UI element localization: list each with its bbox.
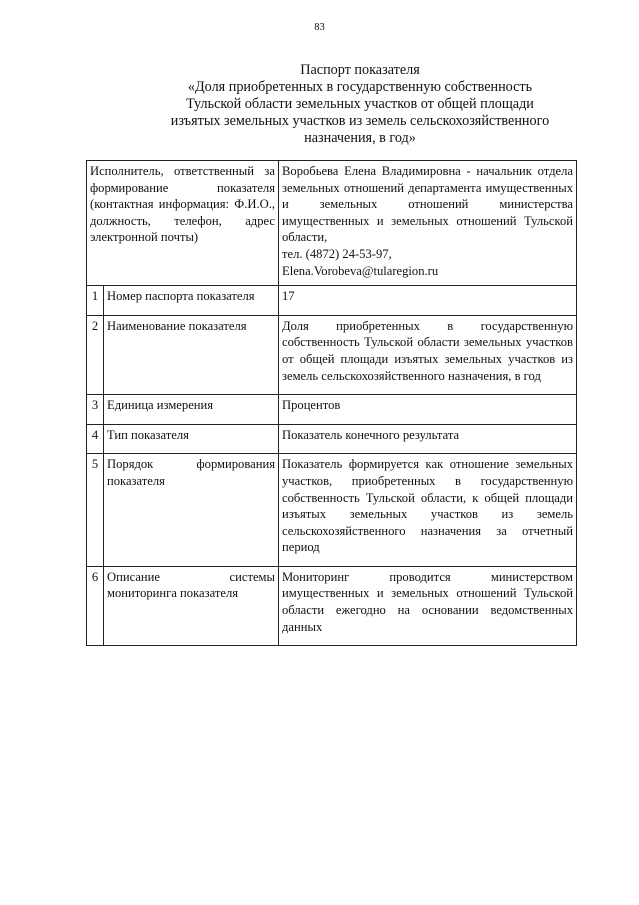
row-label: Наименование показателя [104,315,279,394]
row-label: Тип показателя [104,424,279,454]
table-row [87,315,577,394]
executor-phone: тел. (4872) 24-53-97, [282,246,392,261]
executor-label-cell [87,161,279,286]
title-line: назначения, в год» [304,130,416,146]
row-number: 5 [87,454,104,567]
row-value: Мониторинг проводится министерством имущественных и земельных отношений Тульской области ежегодно на основании ведомственных данных [279,566,577,645]
title-line: Паспорт показателя [300,62,420,78]
row-value: Показатель конечного результата [279,424,577,454]
table-row [87,424,577,454]
row-number: 4 [87,424,104,454]
executor-text: Воробьева Елена Владимировна - начальник отдела земельных отношений департамента имущественных и земельных отношений министерства имущественных и земельных отношений Тульской области, [282,164,573,245]
title-line: «Доля приобретенных в государственную собственность [187,79,533,95]
row-number: 3 [87,395,104,425]
row-label: Порядок формирования показателя [104,454,279,567]
table-row [87,566,577,645]
page-number: 83 [314,22,325,33]
row-value: 17 [279,286,577,316]
row-number: 2 [87,315,104,394]
row-value: Процентов [279,395,577,425]
indicator-passport-table [86,160,577,646]
row-value: Показатель формируется как отношение земельных участков, приобретенных в государственную собственность Тульской области, к общей площади изъятых земельных участков из земель сельскохозяйственного назначения за отчетный период [279,454,577,567]
row-label: Единица измерения [104,395,279,425]
table-row [87,454,577,567]
row-value: Доля приобретенных в государственную собственность Тульской области земельных участков от общей площади изъятых земельных участков из земель сельскохозяйственного назначения, в год [279,315,577,394]
executor-label: Исполнитель, ответственный за формирование показателя (контактная информация: Ф.И.О., должность, телефон, адрес электронной почты) [90,164,275,245]
title-line: Тульской области земельных участков от общей площади [186,96,534,112]
table-row [87,286,577,316]
document-title [100,62,620,147]
row-number: 1 [87,286,104,316]
row-label: Описание системы мониторинга показателя [104,566,279,645]
row-number: 6 [87,566,104,645]
table-row-executor [87,161,577,286]
executor-email: Elena.Vorobeva@tularegion.ru [282,263,439,278]
title-line: изъятых земельных участков из земель сельскохозяйственного [170,113,550,129]
executor-value-cell [279,161,577,286]
table-row [87,395,577,425]
row-label: Номер паспорта показателя [104,286,279,316]
